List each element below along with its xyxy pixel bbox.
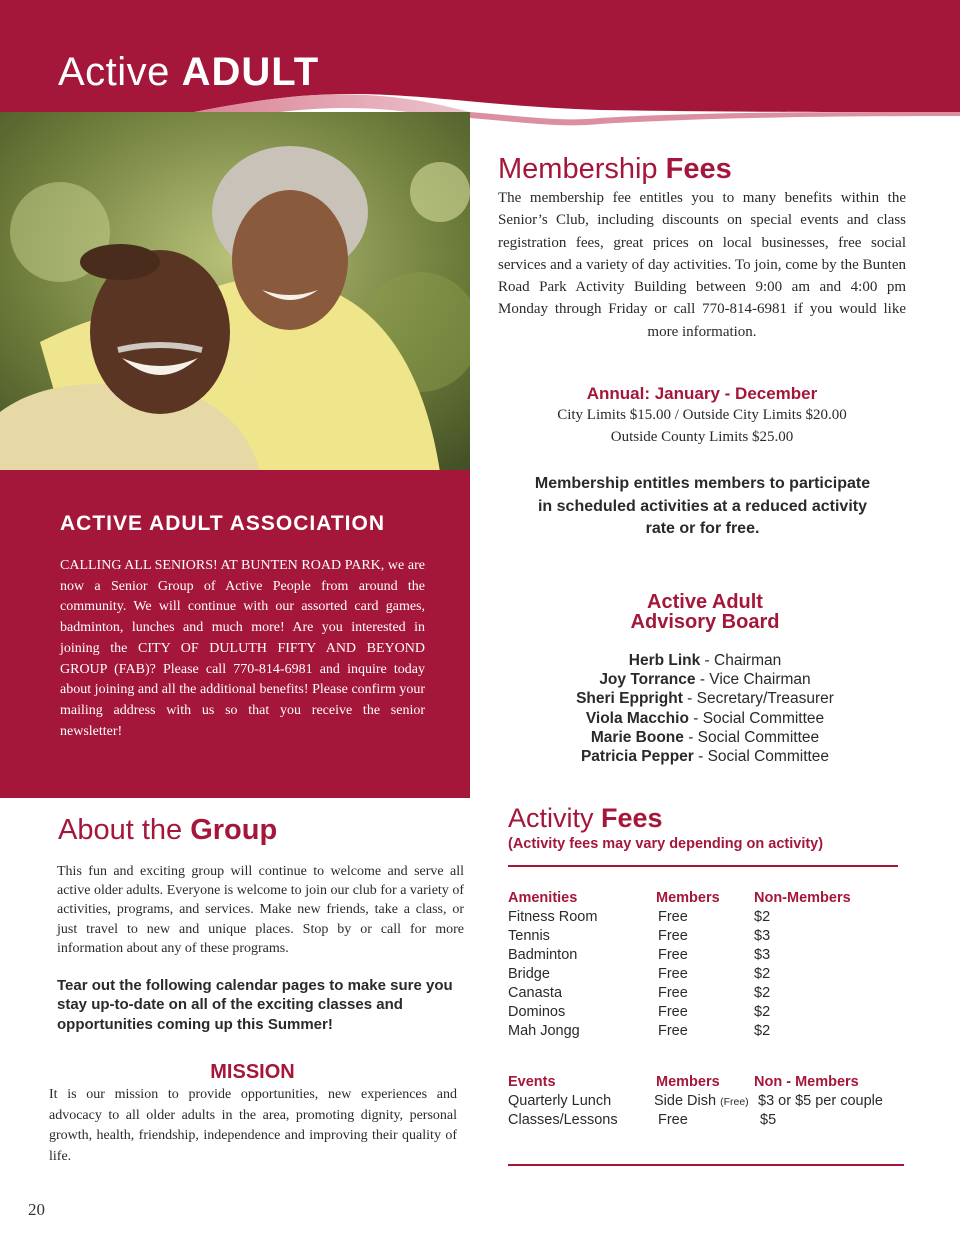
table-row	[508, 1004, 908, 1023]
about-title-bold: Group	[190, 814, 278, 846]
board-member-role: - Secretary/Treasurer	[682, 690, 834, 708]
table-row	[508, 1093, 908, 1112]
member-fee: Free	[658, 909, 688, 925]
column-header: Non - Members	[754, 1074, 859, 1090]
column-header: Members	[656, 890, 720, 906]
board-member-role: - Vice Chairman	[695, 671, 811, 689]
section-title	[58, 50, 319, 95]
member-fee: Free	[658, 1112, 688, 1128]
membership-body: The membership fee entitles you to many benefits within the Senior’s Club, including discounts on special events and class registration fees, great prices on local businesses, free social services and a variety of day activities. To join, come by the Bunten Road Park Activity Building between 9:00 am and 4:00 pm Monday through Friday or call 770-814-6981 if you would like more information.	[498, 190, 906, 340]
annual-line-1: City Limits $15.00 / Outside City Limits $20.00	[557, 407, 847, 423]
non-member-fee: $2	[754, 1004, 771, 1020]
table-row	[508, 985, 908, 1004]
tear-out-note: Tear out the following calendar pages to make sure you stay up-to-date on all of the exciting classes and opportunities coming up this Summer!	[57, 977, 453, 1033]
table-row	[508, 966, 908, 985]
title-light: Active	[58, 50, 170, 94]
amenity-name: Canasta	[508, 985, 563, 1001]
board-member	[530, 747, 880, 766]
board-title-line-1: Active Adult	[647, 591, 763, 613]
membership-title	[498, 153, 732, 186]
board-member-role: - Social Committee	[688, 709, 825, 727]
board-member	[530, 709, 880, 728]
board-member-name: Joy Torrance	[599, 671, 696, 689]
column-header: Events	[508, 1074, 556, 1090]
board-member-list	[530, 651, 880, 766]
table-row	[508, 1023, 908, 1042]
about-title	[58, 814, 277, 847]
table-row	[508, 947, 908, 966]
non-member-fee: $3	[754, 928, 771, 944]
amenity-name: Bridge	[508, 966, 550, 982]
about-title-light: About the	[58, 814, 183, 846]
non-member-fee: $2	[754, 909, 771, 925]
table-header-row	[508, 890, 908, 909]
board-member-role: - Chairman	[700, 652, 782, 669]
member-fee: Free	[658, 1004, 688, 1020]
event-name: Quarterly Lunch	[508, 1093, 612, 1109]
member-fee: Free	[658, 947, 688, 963]
non-member-fee: $3 or $5 per couple	[758, 1093, 883, 1109]
board-member-name: Herb Link	[628, 652, 701, 669]
member-fee-note: (Free)	[720, 1096, 749, 1108]
column-header: Non-Members	[754, 890, 851, 906]
board-member-name: Viola Macchio	[585, 709, 689, 727]
membership-entitles: Membership entitles members to participate in scheduled activities at a reduced activity rate or for free.	[534, 475, 871, 537]
board-member-role: - Social Committee	[693, 748, 830, 766]
membership-title-light: Membership	[498, 153, 658, 185]
photo-icon	[0, 112, 470, 472]
table-row	[508, 928, 908, 947]
non-member-fee: $2	[754, 985, 771, 1001]
annual-line-2: Outside County Limits $25.00	[610, 429, 794, 445]
board-member	[530, 689, 880, 708]
board-member-role: - Social Committee	[683, 728, 820, 746]
board-member	[530, 651, 880, 670]
board-member-name: Patricia Pepper	[580, 748, 694, 766]
table-header-row	[508, 1074, 908, 1093]
non-member-fee: $5	[760, 1112, 777, 1128]
amenities-table	[508, 890, 908, 1042]
membership-title-bold: Fees	[665, 153, 732, 185]
amenity-name: Dominos	[508, 1004, 566, 1020]
board-member	[530, 728, 880, 747]
seniors-photo	[0, 112, 470, 472]
member-fee: Free	[658, 985, 688, 1001]
member-fee: Free	[658, 1023, 688, 1039]
non-member-fee: $2	[754, 1023, 771, 1039]
activity-title-light: Activity	[508, 803, 594, 833]
member-fee: Free	[658, 928, 688, 944]
amenity-name: Fitness Room	[508, 909, 598, 925]
activity-title-bold: Fees	[601, 803, 663, 833]
activity-subtitle: (Activity fees may vary depending on activity)	[508, 836, 824, 852]
title-bold: ADULT	[181, 50, 320, 94]
board-member	[530, 670, 880, 689]
association-panel	[0, 470, 470, 798]
member-fee: Side Dish	[654, 1093, 717, 1109]
column-header: Members	[656, 1074, 720, 1090]
non-member-fee: $3	[754, 947, 771, 963]
column-header: Amenities	[508, 890, 578, 906]
member-fee: Free	[658, 966, 688, 982]
table-row	[508, 1112, 908, 1131]
association-title: ACTIVE ADULT ASSOCIATION	[60, 512, 385, 535]
about-body: This fun and exciting group will continue to welcome and serve all active older adults. Everyone is welcome to join our club for a variety of activities, programs, and services. Make new friends, take a class, or just travel to new and unique places. Stop by or call for more information about any of these programs.	[57, 864, 464, 956]
divider-rule	[508, 1164, 904, 1166]
board-member-name: Marie Boone	[590, 728, 684, 746]
amenity-name: Tennis	[508, 928, 550, 944]
annual-title: Annual: January - December	[586, 384, 818, 403]
divider-rule	[508, 865, 898, 867]
events-table	[508, 1074, 908, 1131]
board-member-name: Sheri Eppright	[576, 690, 683, 708]
table-row	[508, 909, 908, 928]
board-title-line-2: Advisory Board	[630, 611, 780, 633]
mission-title: MISSION	[210, 1061, 295, 1083]
mission-body: It is our mission to provide opportunities, new experiences and advocacy to all older adults in the area, promoting dignity, personal growth, health, friendship, independence and improving their quality of life.	[49, 1087, 457, 1165]
amenity-name: Badminton	[508, 947, 578, 963]
amenity-name: Mah Jongg	[508, 1023, 580, 1039]
page-number: 20	[28, 1200, 45, 1219]
non-member-fee: $2	[754, 966, 771, 982]
event-name: Classes/Lessons	[508, 1112, 618, 1128]
board-title	[555, 592, 855, 632]
association-body: CALLING ALL SENIORS! AT BUNTEN ROAD PARK, we are now a Senior Group of Active People from around the community. We will continue with our assorted card games, badminton, lunches and much more! Are you interested in joining the CITY OF DULUTH FIFTY AND BEYOND GROUP (FAB)? Please call 770-814-6981 and inquire today about joining and all the additional benefits! Please confirm your mailing address with us so that you receive the senior newsletter!	[60, 558, 425, 739]
activity-title	[508, 803, 663, 834]
